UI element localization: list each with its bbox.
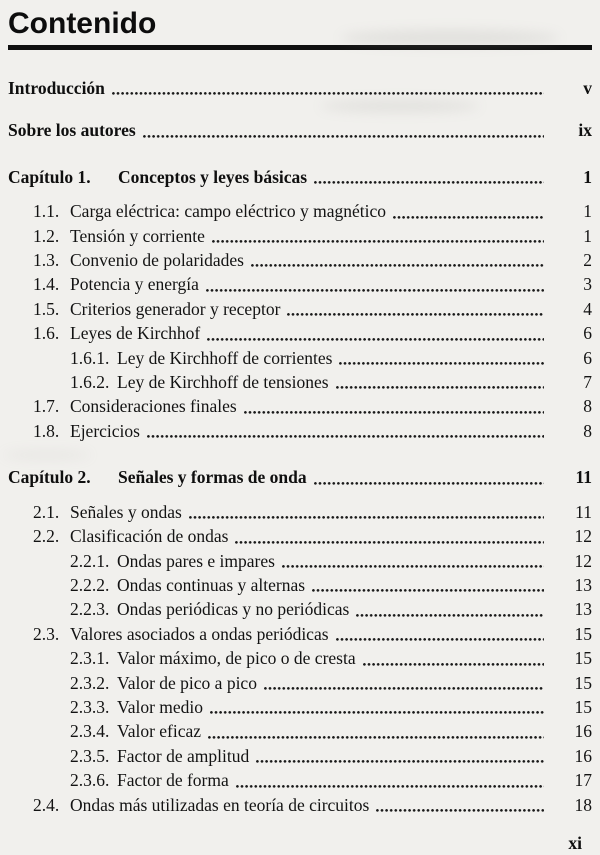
entry-page-number: 12 bbox=[574, 550, 592, 571]
section-entry bbox=[8, 500, 592, 524]
dot-leader bbox=[235, 541, 544, 544]
section-entry bbox=[8, 272, 592, 296]
section-entry bbox=[8, 346, 592, 370]
dot-leader bbox=[189, 516, 544, 519]
front-matter-entry bbox=[8, 118, 592, 142]
entry-page-number: 17 bbox=[574, 770, 592, 791]
entry-page-number: ix bbox=[578, 120, 592, 141]
dot-leader bbox=[207, 338, 544, 341]
entry-title: Introducción bbox=[8, 78, 105, 98]
entry-number: 2.3.1. bbox=[70, 648, 110, 669]
dot-leader bbox=[143, 135, 544, 138]
entry-title: Convenio de polaridades bbox=[70, 250, 244, 271]
page-title: Contenido bbox=[8, 7, 157, 40]
section-entry bbox=[8, 573, 592, 597]
entry-title: Valor máximo, de pico o de cresta bbox=[117, 648, 356, 669]
section-entry bbox=[8, 549, 592, 573]
section-entry bbox=[8, 622, 592, 646]
entry-title: Conceptos y leyes básicas bbox=[118, 166, 308, 187]
entry-number: 2.2. bbox=[33, 526, 60, 547]
section-entry bbox=[8, 419, 592, 443]
dot-leader bbox=[287, 313, 544, 316]
entry-page-number: 8 bbox=[583, 420, 592, 441]
entry-page-number: 15 bbox=[574, 672, 592, 693]
section-entry bbox=[8, 695, 592, 719]
dot-leader bbox=[312, 589, 544, 592]
entry-number: 1.4. bbox=[33, 274, 60, 295]
dot-leader bbox=[314, 482, 544, 485]
entry-title: Factor de forma bbox=[117, 770, 229, 791]
section-entry bbox=[8, 768, 592, 792]
entry-page-number: 16 bbox=[574, 721, 592, 742]
entry-title: Ley de Kirchhoff de corrientes bbox=[117, 347, 333, 368]
dot-leader bbox=[393, 216, 544, 219]
entry-number: 2.3.2. bbox=[70, 672, 110, 693]
dot-leader bbox=[339, 362, 544, 365]
entry-number: 2.3.5. bbox=[70, 745, 110, 766]
dot-leader bbox=[264, 687, 544, 690]
dot-leader bbox=[244, 411, 544, 414]
section-entry bbox=[8, 321, 592, 345]
entry-title: Valor de pico a pico bbox=[117, 672, 257, 693]
entry-page-number: 1 bbox=[583, 225, 592, 246]
entry-number: Capítulo 2. bbox=[8, 467, 91, 488]
entry-page-number: 6 bbox=[583, 323, 592, 344]
dot-leader bbox=[212, 240, 544, 243]
entry-page-number: 13 bbox=[574, 574, 592, 595]
dot-leader bbox=[336, 386, 544, 389]
entry-number: 1.7. bbox=[33, 396, 60, 417]
entry-number: 1.8. bbox=[33, 420, 60, 441]
entry-page-number: 7 bbox=[583, 372, 592, 393]
chapter-entry bbox=[8, 465, 592, 489]
entry-title: Ondas más utilizadas en teoría de circuitos bbox=[70, 794, 370, 815]
dot-leader bbox=[147, 435, 544, 438]
entry-page-number: 11 bbox=[575, 467, 592, 488]
entry-page-number: 3 bbox=[583, 274, 592, 295]
entry-page-number: 15 bbox=[574, 696, 592, 717]
section-entry bbox=[8, 370, 592, 394]
entry-number: 2.1. bbox=[33, 501, 60, 522]
entry-number: 1.3. bbox=[33, 250, 60, 271]
entry-page-number: 18 bbox=[574, 794, 592, 815]
entry-title: Consideraciones finales bbox=[70, 396, 237, 417]
entry-title: Valores asociados a ondas periódicas bbox=[70, 623, 329, 644]
entry-number: 1.6.1. bbox=[70, 347, 110, 368]
entry-number: 2.3.4. bbox=[70, 721, 110, 742]
section-entry bbox=[8, 524, 592, 548]
entry-number: 1.5. bbox=[33, 298, 60, 319]
entry-page-number: 11 bbox=[575, 501, 592, 522]
entry-title: Señales y ondas bbox=[70, 501, 182, 522]
entry-number: 1.6.2. bbox=[70, 372, 110, 393]
section-entry bbox=[8, 646, 592, 670]
dot-leader bbox=[282, 565, 544, 568]
entry-page-number: v bbox=[583, 78, 592, 98]
section-entry bbox=[8, 224, 592, 248]
front-matter-entry bbox=[8, 76, 592, 100]
entry-page-number: 2 bbox=[583, 250, 592, 271]
entry-page-number: 13 bbox=[574, 599, 592, 620]
section-entry bbox=[8, 297, 592, 321]
entry-page-number: 15 bbox=[574, 623, 592, 644]
entry-title: Sobre los autores bbox=[8, 120, 136, 141]
dot-leader bbox=[210, 711, 544, 714]
section-entry bbox=[8, 248, 592, 272]
folio-page-number: xi bbox=[568, 832, 582, 853]
entry-title: Ley de Kirchhoff de tensiones bbox=[117, 372, 329, 393]
entry-title: Ondas periódicas y no periódicas bbox=[117, 599, 350, 620]
section-entry bbox=[8, 719, 592, 743]
section-entry bbox=[8, 671, 592, 695]
entry-number: 1.1. bbox=[33, 201, 60, 222]
dot-leader bbox=[251, 264, 544, 267]
entry-number: 1.6. bbox=[33, 323, 60, 344]
entry-title: Ejercicios bbox=[70, 420, 140, 441]
dot-leader bbox=[336, 638, 544, 641]
section-entry bbox=[8, 394, 592, 418]
entry-page-number: 8 bbox=[583, 396, 592, 417]
dot-leader bbox=[112, 92, 544, 95]
dot-leader bbox=[256, 760, 544, 763]
entry-title: Ondas pares e impares bbox=[117, 550, 275, 571]
entry-title: Valor eficaz bbox=[117, 721, 202, 742]
entry-page-number: 4 bbox=[583, 298, 592, 319]
entry-title: Ondas continuas y alternas bbox=[117, 574, 306, 595]
entry-page-number: 1 bbox=[583, 166, 592, 187]
entry-page-number: 1 bbox=[583, 201, 592, 222]
entry-page-number: 12 bbox=[574, 526, 592, 547]
section-entry bbox=[8, 597, 592, 621]
chapter-entry bbox=[8, 165, 592, 189]
section-entry bbox=[8, 744, 592, 768]
dot-leader bbox=[356, 614, 544, 617]
dot-leader bbox=[314, 181, 544, 184]
title-rule bbox=[8, 45, 592, 50]
entry-title: Criterios generador y receptor bbox=[70, 298, 281, 319]
dot-leader bbox=[363, 663, 544, 666]
entry-title: Clasificación de ondas bbox=[70, 526, 229, 547]
entry-title: Tensión y corriente bbox=[70, 225, 205, 246]
entry-number: Capítulo 1. bbox=[8, 166, 91, 187]
table-of-contents bbox=[8, 76, 592, 817]
entry-number: 2.2.1. bbox=[70, 550, 110, 571]
entry-title: Carga eléctrica: campo eléctrico y magnético bbox=[70, 201, 386, 222]
entry-page-number: 15 bbox=[574, 648, 592, 669]
entry-number: 1.2. bbox=[33, 225, 60, 246]
dot-leader bbox=[208, 736, 544, 739]
entry-number: 2.2.3. bbox=[70, 599, 110, 620]
entry-number: 2.4. bbox=[33, 794, 60, 815]
entry-title: Potencia y energía bbox=[70, 274, 199, 295]
section-entry bbox=[8, 793, 592, 817]
dot-leader bbox=[206, 289, 544, 292]
entry-title: Valor medio bbox=[117, 696, 204, 717]
dot-leader bbox=[376, 809, 544, 812]
dot-leader bbox=[236, 785, 544, 788]
entry-number: 2.3. bbox=[33, 623, 60, 644]
entry-page-number: 6 bbox=[583, 347, 592, 368]
entry-number: 2.3.6. bbox=[70, 770, 110, 791]
section-entry bbox=[8, 199, 592, 223]
entry-page-number: 16 bbox=[574, 745, 592, 766]
entry-title: Factor de amplitud bbox=[117, 745, 250, 766]
entry-title: Leyes de Kirchhof bbox=[70, 323, 201, 344]
entry-number: 2.3.3. bbox=[70, 696, 110, 717]
entry-number: 2.2.2. bbox=[70, 574, 110, 595]
entry-title: Señales y formas de onda bbox=[118, 467, 307, 488]
